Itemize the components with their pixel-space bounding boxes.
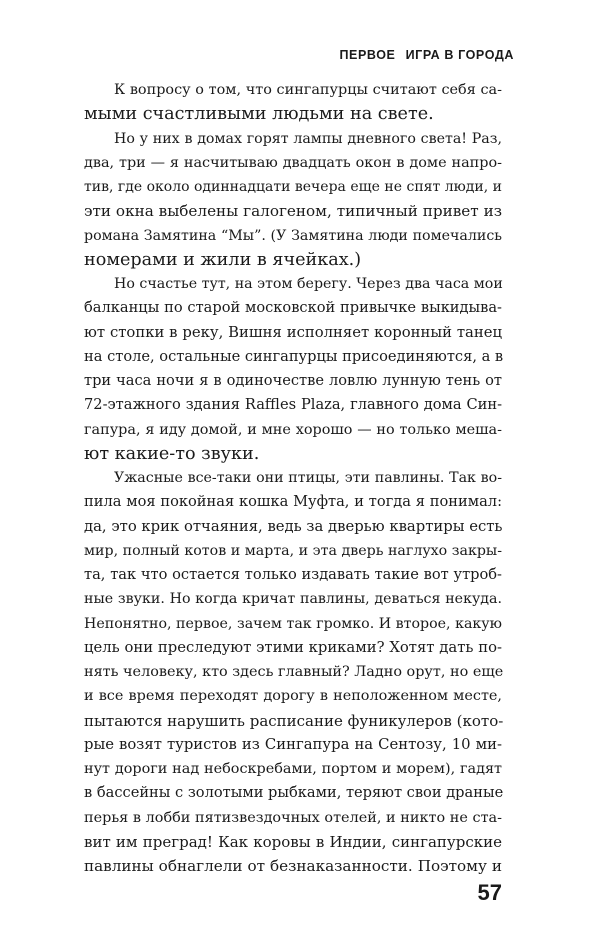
text-line: ные звуки. Но когда кричат павлины, деваться некуда.	[84, 591, 502, 608]
text-line: балканцы по старой московской привычке выкидыва-	[84, 299, 502, 317]
text-line: Ужасные все-таки они птицы, эти павлины. Так во-	[114, 470, 502, 486]
text-line: мир, полный котов и марта, и эта дверь наглухо закры-	[84, 542, 502, 559]
body-text	[84, 78, 502, 878]
text-line: на столе, остальные сингапурцы присоединяются, а в	[84, 347, 504, 365]
text-line: нут дороги над небоскребами, портом и морем), гадят	[84, 761, 502, 777]
text-line: Но у них в домах горят лампы дневного света! Раз,	[114, 130, 502, 147]
text-line: романа Замятина “Мы”. (У Замятина люди помечались	[84, 227, 502, 244]
text-line: мыми счастливыми людьми на свете.	[84, 104, 434, 125]
running-head-section: ПЕРВОЕ	[339, 48, 396, 62]
running-head-title: ИГРА В ГОРОДА	[405, 48, 514, 62]
text-line: та, так что остается только издавать такие вот утроб-	[84, 566, 502, 583]
text-line: Но счастье тут, на этом берегу. Через два часа мои	[114, 276, 503, 292]
text-line: перья в лобби пятизвездочных отелей, и никто не ста-	[84, 809, 502, 826]
text-line: Непонятно, первое, зачем так громко. И второе, какую	[84, 615, 502, 632]
text-line: гапура, я иду домой, и мне хорошо — но только меша-	[84, 421, 502, 438]
text-line: эти окна выбелены галогеном, типичный привет из	[84, 202, 502, 221]
text-line: три часа ночи я в одиночестве ловлю лунную тень от	[84, 372, 502, 389]
text-line: номерами и жили в ячейках.)	[84, 249, 362, 270]
text-line: пытаются нарушить расписание фуникулеров (кото-	[84, 711, 504, 730]
text-line: павлины обнаглели от безнаказанности. Поэтому и	[84, 857, 502, 875]
text-line: ют стопки в реку, Вишня исполняет коронный танец	[84, 323, 502, 341]
text-line: цель они преследуют этими криками? Хотят дать по-	[84, 638, 502, 656]
text-line: вит им преград! Как коровы в Индии, сингапурские	[84, 832, 502, 851]
page-number: 57	[477, 880, 502, 905]
text-line: два, три — я насчитываю двадцать окон в доме напро-	[84, 154, 502, 171]
running-head	[339, 48, 514, 62]
text-line: пила моя покойная кошка Муфта, и тогда я понимал:	[84, 493, 502, 511]
text-line: К вопросу о том, что сингапурцы считают себя са-	[114, 82, 502, 98]
text-line: рые возят туристов из Сингапура на Сентозу, 10 ми-	[84, 735, 502, 753]
text-line: да, это крик отчаяния, ведь за дверью квартиры есть	[84, 517, 503, 535]
text-line: 72-этажного здания Raffles Plaza, главного дома Син-	[84, 396, 502, 414]
text-line: в бассейны с золотыми рыбками, теряют свои драные	[84, 784, 504, 802]
text-line: тив, где около одиннадцати вечера еще не спят люди, и	[84, 179, 502, 195]
text-line: ют какие-то звуки.	[84, 443, 260, 464]
text-line: нять человеку, кто здесь главный? Ладно орут, но еще	[84, 664, 504, 680]
text-line: и все время переходят дорогу в неположенном месте,	[84, 688, 502, 705]
